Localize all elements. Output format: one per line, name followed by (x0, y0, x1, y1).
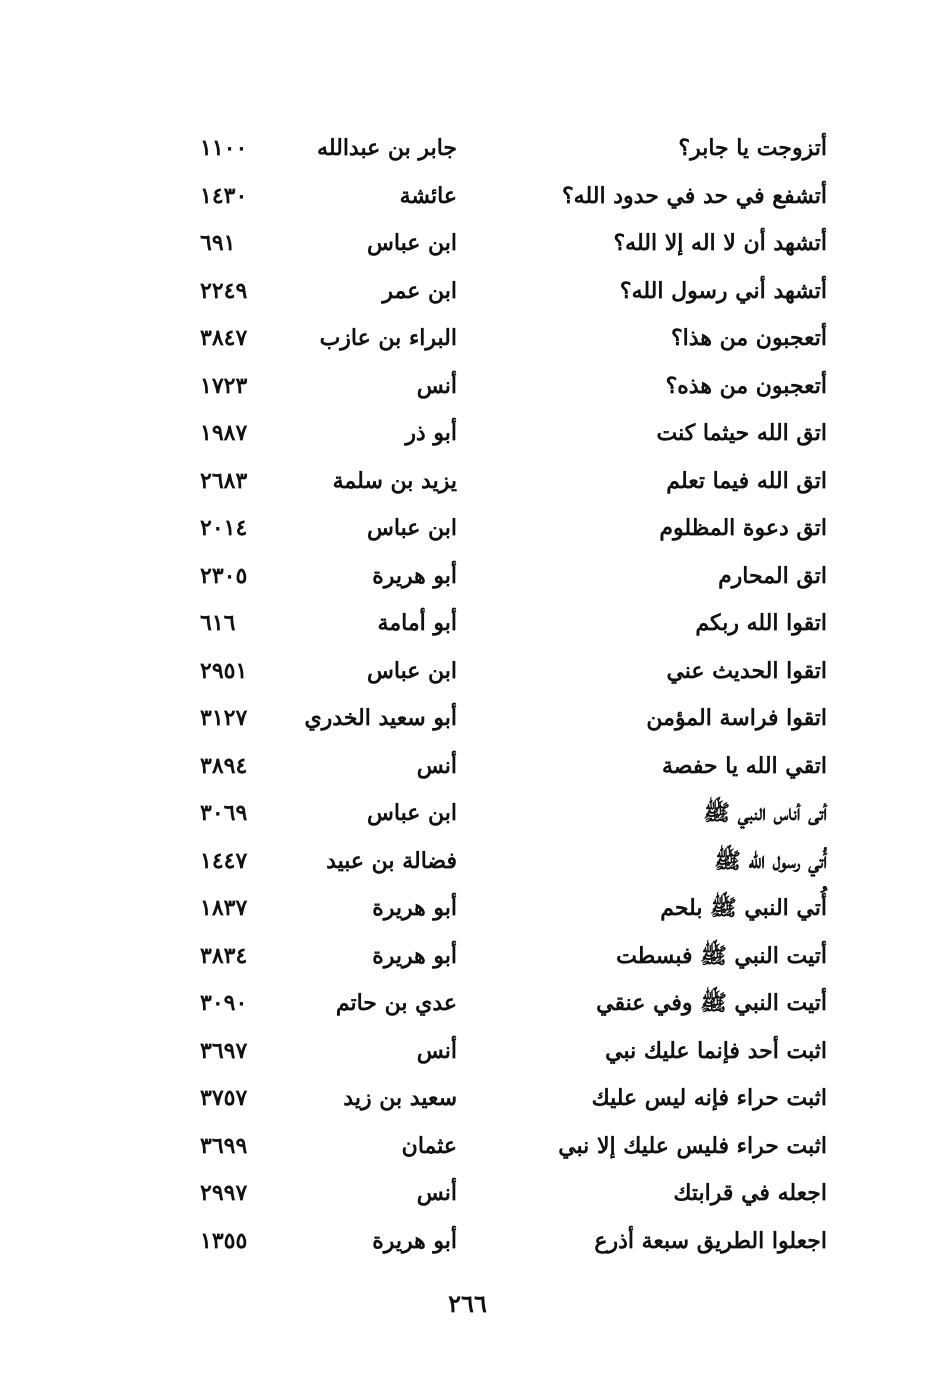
hadith-number: ١٤٤٧ (200, 847, 248, 874)
table-row (0, 841, 935, 889)
narrator-name: البراء بن عازب (319, 325, 457, 351)
hadith-number: ١١٠٠ (200, 135, 248, 161)
hadith-number: ٣٦٩٩ (200, 1132, 248, 1159)
hadith-text: اثبت حراء فإنه ليس عليك (591, 1085, 827, 1111)
table-row (0, 698, 935, 746)
table-row (0, 793, 935, 841)
narrator-name: ابن عباس (367, 800, 457, 826)
narrator-name: عائشة (399, 182, 457, 209)
narrator-name: أبو أمامة (377, 610, 457, 636)
hadith-number: ٣٨٤٧ (200, 325, 248, 351)
narrator-name: عدي بن حاتم (335, 990, 457, 1016)
table-row (0, 983, 935, 1031)
hadith-number: ٣٠٦٩ (200, 800, 248, 826)
table-row (0, 1031, 935, 1079)
narrator-name: أنس (416, 372, 457, 399)
table-row (0, 651, 935, 699)
hadith-number: ١٩٨٧ (200, 420, 248, 446)
hadith-text: أتزوجت يا جابر؟ (678, 135, 827, 161)
table-row (0, 128, 935, 176)
hadith-text: اتق المحارم (718, 562, 827, 589)
hadith-number: ٣١٢٧ (200, 705, 248, 731)
hadith-text: أتعجبون من هذه؟ (665, 372, 827, 399)
table-row (0, 1221, 935, 1269)
table-row (0, 746, 935, 794)
narrator-name: أبو هريرة (372, 1227, 457, 1254)
hadith-number: ٣٨٣٤ (200, 942, 248, 969)
hadith-text: اثبت حراء فليس عليك إلا نبي (558, 1132, 827, 1159)
narrator-name: أبو هريرة (372, 895, 457, 921)
table-row (0, 271, 935, 319)
hadith-text: أتشفع في حد في حدود الله؟ (562, 182, 827, 209)
hadith-number: ١٨٣٧ (200, 895, 248, 921)
narrator-name: ابن عمر (382, 277, 457, 304)
hadith-number: ٢٩٩٧ (200, 1180, 248, 1206)
table-row (0, 413, 935, 461)
page-number: ٢٦٦ (448, 1289, 487, 1318)
hadith-text: اثبت أحد فإنما عليك نبي (605, 1037, 827, 1064)
table-row (0, 223, 935, 271)
narrator-name: عثمان (401, 1132, 457, 1159)
narrator-name: أنس (416, 1180, 457, 1206)
hadith-number: ٦٩١ (200, 230, 236, 256)
hadith-text: اتق دعوة المظلوم (659, 515, 827, 541)
table-row (0, 366, 935, 414)
hadith-text: أتيت النبي ﷺ وفي عنقي (596, 990, 827, 1016)
narrator-name: أنس (416, 1037, 457, 1064)
hadith-text: اتقوا الحديث عني (666, 657, 827, 684)
hadith-number: ٦١٦ (200, 610, 236, 636)
hadith-number: ٣٠٩٠ (200, 990, 248, 1016)
hadith-number: ٣٧٥٧ (200, 1085, 248, 1111)
hadith-number: ٣٦٩٧ (200, 1037, 248, 1064)
hadith-number: ١٣٥٥ (200, 1227, 248, 1254)
hadith-text: اتق الله فيما تعلم (666, 467, 827, 494)
hadith-text: اتق الله حيثما كنت (656, 420, 827, 446)
hadith-text: أتى أناس النبي ﷺ (703, 800, 827, 826)
hadith-number: ٢٠١٤ (200, 515, 248, 541)
hadith-text: اجعلوا الطريق سبعة أذرع (594, 1227, 827, 1254)
table-row (0, 508, 935, 556)
hadith-number: ١٤٣٠ (200, 182, 248, 209)
narrator-name: ابن عباس (367, 657, 457, 684)
hadith-index-table (0, 128, 935, 1268)
hadith-number: ٣٨٩٤ (200, 752, 248, 779)
narrator-name: أبو ذر (405, 420, 457, 446)
narrator-name: أبو هريرة (372, 942, 457, 969)
hadith-text: اتقوا فراسة المؤمن (646, 705, 827, 731)
table-row (0, 1078, 935, 1126)
narrator-name: ابن عباس (367, 230, 457, 256)
narrator-name: أنس (416, 752, 457, 779)
narrator-name: يزيد بن سلمة (332, 467, 457, 494)
table-row (0, 603, 935, 651)
narrator-name: جابر بن عبدالله (317, 135, 457, 161)
hadith-text: أُتي النبي ﷺ بلحم (660, 895, 827, 921)
hadith-text: أُتي رسول الله ﷺ (714, 847, 827, 874)
table-row (0, 176, 935, 224)
hadith-text: اتقي الله يا حفصة (662, 752, 827, 779)
hadith-number: ٢٩٥١ (200, 657, 248, 684)
hadith-number: ٢٢٤٩ (200, 277, 248, 304)
hadith-text: أتيت النبي ﷺ فبسطت (616, 942, 827, 969)
table-row (0, 936, 935, 984)
table-row (0, 888, 935, 936)
narrator-name: سعيد بن زيد (343, 1085, 457, 1111)
hadith-text: اتقوا الله ربكم (695, 610, 827, 636)
narrator-name: فضالة بن عبيد (326, 847, 457, 874)
hadith-number: ١٧٢٣ (200, 372, 248, 399)
narrator-name: ابن عباس (367, 515, 457, 541)
hadith-text: اجعله في قرابتك (673, 1180, 827, 1206)
table-row (0, 1126, 935, 1174)
hadith-number: ٢٣٠٥ (200, 562, 248, 589)
table-row (0, 461, 935, 509)
narrator-name: أبو سعيد الخدري (304, 705, 457, 731)
hadith-text: أتعجبون من هذا؟ (671, 325, 827, 351)
narrator-name: أبو هريرة (372, 562, 457, 589)
table-row (0, 318, 935, 366)
hadith-text: أتشهد أن لا اله إلا الله؟ (613, 230, 827, 256)
hadith-text: أتشهد أني رسول الله؟ (619, 277, 827, 304)
table-row (0, 1173, 935, 1221)
table-row (0, 556, 935, 604)
hadith-number: ٢٦٨٣ (200, 467, 248, 494)
